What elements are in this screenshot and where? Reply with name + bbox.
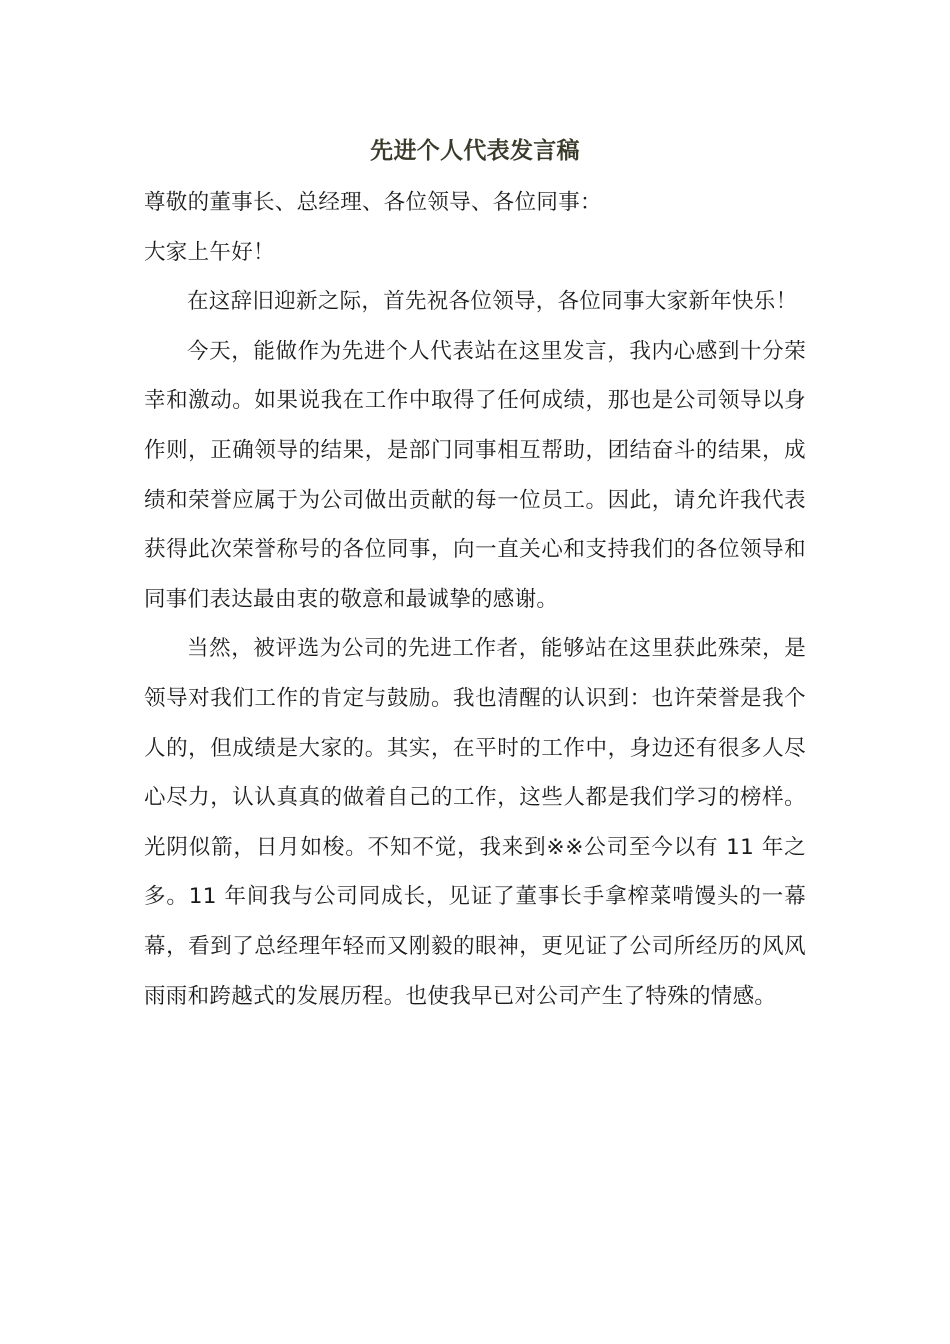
paragraph-2: 今天，能做作为先进个人代表站在这里发言，我内心感到十分荣幸和激动。如果说我在工作中取得了任何成绩，那也是公司领导以身作则，正确领导的结果，是部门同事相互帮助，团结奋斗的结果，成绩和荣誉应属于为公司做出贡献的每一位员工。因此，请允许我代表获得此次荣誉称号的各位同事，向一直关心和支持我们的各位领导和同事们表达最由衷的敬意和最诚挚的感谢。	[144, 338, 806, 612]
document-body	[144, 130, 806, 1021]
paragraph-3: 当然，被评选为公司的先进工作者，能够站在这里获此殊荣，是领导对我们工作的肯定与鼓励。我也清醒的认识到：也许荣誉是我个人的，但成绩是大家的。其实，在平时的工作中，身边还有很多人尽心尽力，认认真真的做着自己的工作，这些人都是我们学习的榜样。光阴似箭，日月如梭。不知不觉，我来到※※公司至今以有 11 年之多。11 年间我与公司同成长，见证了董事长手拿榨菜啃馒头的一幕幕，看到了总经理年轻而又刚毅的眼神，更见证了公司所经历的风风雨雨和跨越式的发展历程。也使我早已对公司产生了特殊的情感。	[144, 636, 806, 1009]
document-title: 先进个人代表发言稿	[370, 138, 580, 164]
paragraph-1: 在这辞旧迎新之际，首先祝各位领导，各位同事大家新年快乐！	[187, 289, 798, 315]
salutation: 尊敬的董事长、总经理、各位领导、各位同事：	[144, 190, 602, 215]
greeting: 大家上午好！	[144, 239, 275, 265]
